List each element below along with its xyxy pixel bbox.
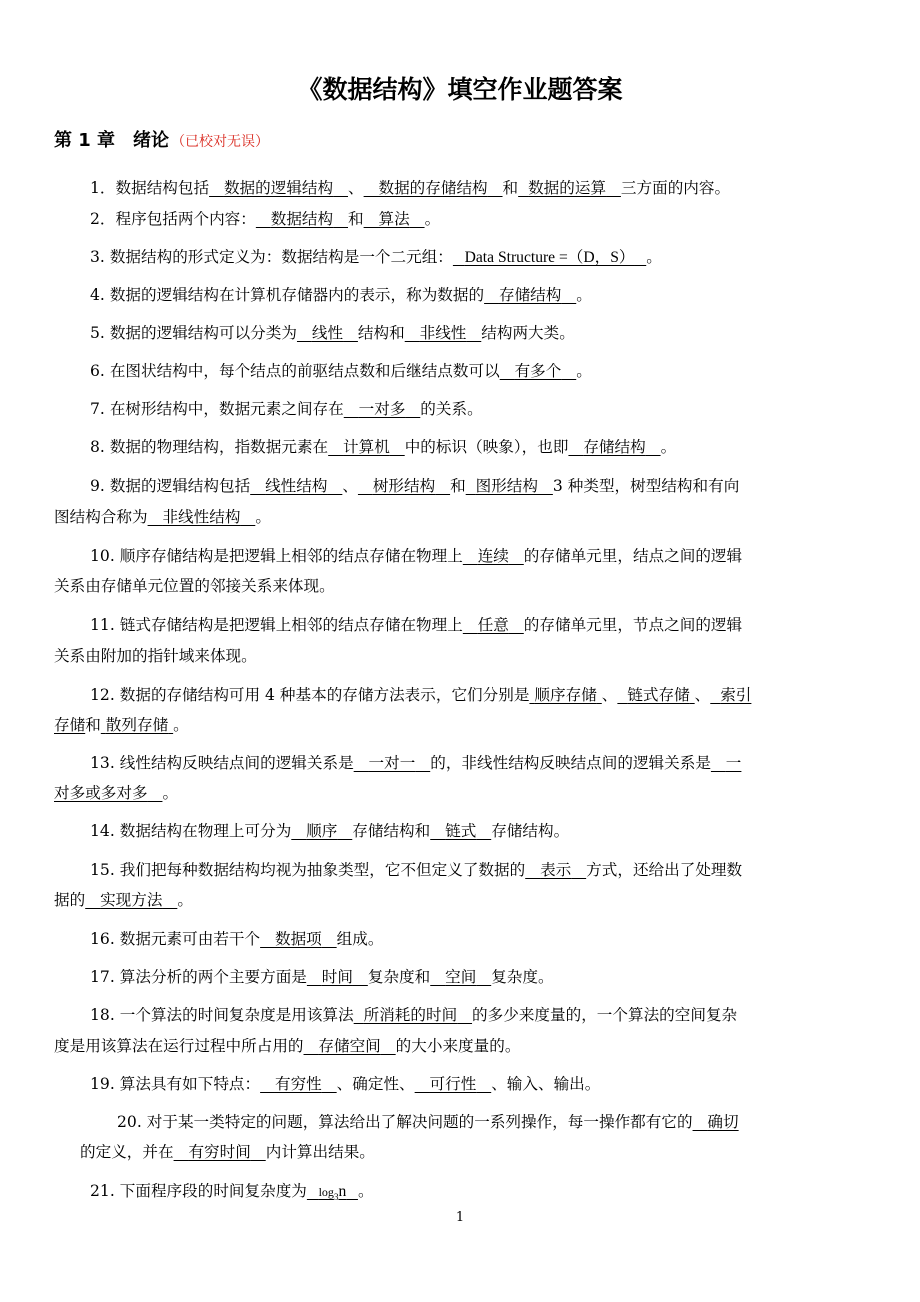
question-8: 8. 数据的物理结构，指数据元素在 计算机 中的标识（映象），也即 存储结构 。 [90,438,677,456]
question-7: 7. 在树形结构中，数据元素之间存在 一对多 的关系。 [90,400,483,418]
question-10-line-1: 10. 顺序存储结构是把逻辑上相邻的结点存储在物理上 连续 的存储单元里，结点之间的逻辑 [90,547,743,565]
question-11-line-2: 关系由附加的指针域来体现。 [54,647,257,665]
q12-answer-4: 散列存储 [105,716,169,734]
question-1: 1．数据结构包括 数据的逻辑结构 、 数据的存储结构 和 数据的运算 三方面的内容。 [90,179,731,197]
q18-answer-1: 所消耗的时间 [363,1006,458,1024]
chapter-note: （已校对无误） [171,134,270,150]
question-20-line-1: 20. 对于某一类特定的问题，算法给出了解决问题的一系列操作，每一操作都有它的 确切 [117,1113,739,1131]
q8-answer-1: 计算机 [343,438,390,456]
question-15-line-2: 据的 实现方法 。 [54,891,193,909]
question-5: 5. 数据的逻辑结构可以分类为 线性 结构和 非线性 结构两大类。 [90,324,575,342]
q15-answer-1: 表示 [540,861,572,879]
question-14: 14. 数据结构在物理上可分为 顺序 存储结构和 链式 存储结构。 [90,822,570,840]
question-11-line-1: 11. 链式存储结构是把逻辑上相邻的结点存储在物理上 任意 的存储单元里，节点之间的逻辑 [90,616,743,634]
question-19: 19. 算法具有如下特点： 有穷性 、确定性、 可行性 、输入、输出。 [90,1075,601,1093]
q8-answer-2: 存储结构 [583,438,646,456]
question-12-line-1: 12. 数据的存储结构可用 4 种基本的存储方法表示，它们分别是 顺序存储 、 链式存储 、 索引 [90,686,752,704]
q13-answer-1: 一对一 [368,754,416,772]
question-10-line-2: 关系由存储单元位置的邻接关系来体现。 [54,577,335,595]
q12-answer-3: 索引 [720,686,752,704]
chapter-heading [54,126,269,152]
q20-answer-1: 确切 [707,1113,739,1131]
q1-answer-2: 数据的存储结构 [378,179,488,197]
question-12-line-2: 存储和 散列存储 。 [54,716,189,734]
q2-answer-2: 算法 [378,210,410,228]
q6-answer-1: 有多个 [514,362,562,380]
question-18-line-2: 度是用该算法在运行过程中所占用的 存储空间 的大小来度量的。 [54,1037,521,1055]
question-21: 21. 下面程序段的时间复杂度为 $\log_3n$ 。 [90,1182,374,1203]
q1-answer-3: 数据的运算 [528,179,607,197]
question-4: 4. 数据的逻辑结构在计算机存储器内的表示，称为数据的 存储结构 。 [90,286,592,304]
q21-answer-1: $\log_3n$ [318,1183,347,1203]
question-2: 2．程序包括两个内容： 数据结构 和 算法 。 [90,210,441,228]
q14-answer-1: 顺序 [306,822,338,840]
q13-answer-2: 一 [725,754,742,772]
q20-answer-2: 有穷时间 [188,1143,251,1161]
q3-answer-1: Data Structure =（D，S） [464,249,635,266]
question-3: 3. 数据结构的形式定义为：数据结构是一个二元组： Data Structure =（D，S） 。 [90,248,662,266]
q12-answer-3-cont: 存储 [54,716,86,734]
q11-answer-1: 任意 [477,616,509,634]
q5-answer-1: 线性 [311,324,344,342]
q15-answer-2: 实现方法 [100,891,163,909]
question-20-line-2: 的定义，并在 有穷时间 内计算出结果。 [80,1143,375,1161]
q9-answer-2: 树形结构 [372,477,436,495]
q17-answer-2: 空间 [445,968,477,986]
question-13-line-2: 对多或多对多 。 [54,784,179,802]
q18-answer-2: 存储空间 [318,1037,381,1055]
q13-answer-2-cont: 对多或多对多 [54,784,148,802]
q1-text: 1．数据结构包括 [90,179,210,197]
question-15-line-1: 15. 我们把每种数据结构均视为抽象类型，它不但定义了数据的 表示 方式，还给出了处理数 [90,861,743,879]
question-16: 16. 数据元素可由若干个 数据项 组成。 [90,930,384,948]
question-6: 6. 在图状结构中，每个结点的前驱结点数和后继结点数可以 有多个 。 [90,362,592,380]
q9-answer-3: 图形结构 [475,477,538,495]
q10-answer-1: 连续 [477,547,509,565]
q17-answer-1: 时间 [321,968,353,986]
q7-answer-1: 一对多 [358,400,406,418]
q16-answer-1: 数据项 [274,930,322,948]
q2-answer-1: 数据结构 [270,210,334,228]
q12-answer-2: 链式存储 [627,686,690,704]
question-17: 17. 算法分析的两个主要方面是 时间 复杂度和 空间 复杂度。 [90,968,554,986]
q5-answer-2: 非线性 [419,324,467,342]
question-18-line-1: 18. 一个算法的时间复杂度是用该算法 所消耗的时间 的多少来度量的，一个算法的空间复杂 [90,1006,738,1024]
q14-answer-2: 链式 [445,822,477,840]
question-9-line-1: 9. 数据的逻辑结构包括 线性结构 、 树形结构 和 图形结构 3 种类型，树型结构和有向 [90,477,740,495]
q19-answer-1: 有穷性 [274,1075,322,1093]
page-number: 1 [455,1210,465,1225]
chapter-title: 第 1 章 绪论 [54,130,170,151]
q12-answer-1: 顺序存储 [534,686,597,704]
q1-answer-1: 数据的逻辑结构 [223,179,334,197]
question-9-line-2: 图结构合称为 非线性结构 。 [54,508,271,526]
q9-answer-1: 线性结构 [265,477,328,495]
question-13-line-1: 13. 线性结构反映结点间的逻辑关系是 一对一 的，非线性结构反映结点间的逻辑关系是 一 [90,754,742,772]
q4-answer-1: 存储结构 [498,286,562,304]
q19-answer-2: 可行性 [429,1075,477,1093]
q9-answer-4: 非线性结构 [162,508,241,526]
document-title: 《数据结构》填空作业题答案 [297,75,623,104]
